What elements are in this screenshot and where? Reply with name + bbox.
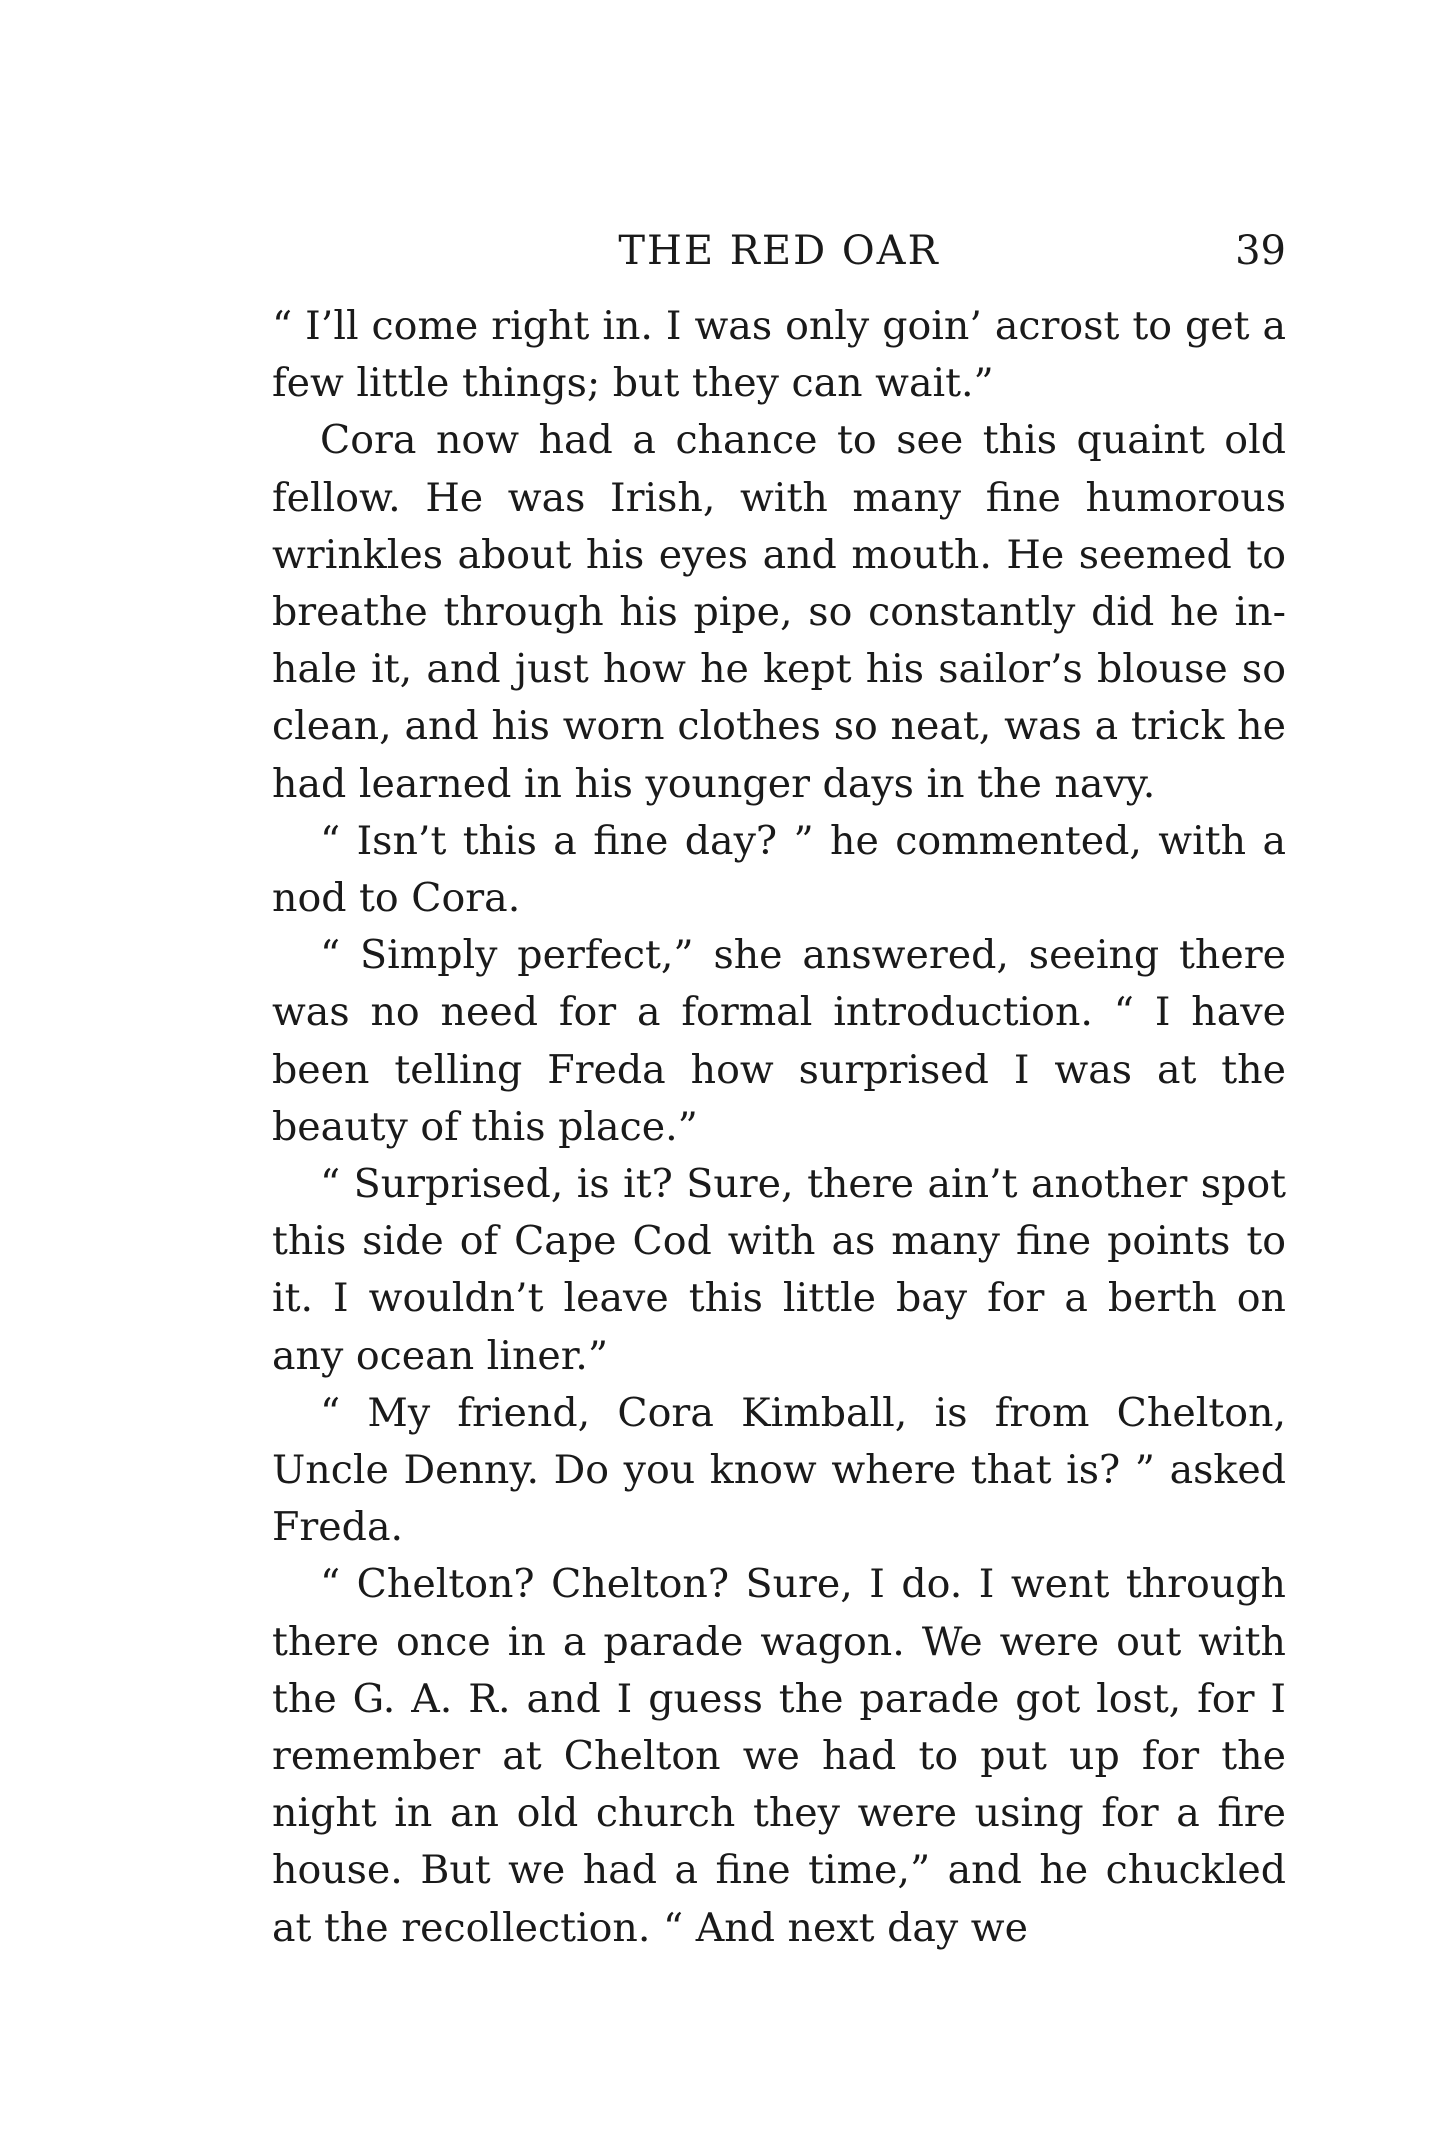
paragraph: “ I’ll come right in. I was only goin’ acrost to get a few little things; but they can wait.”	[272, 303, 1286, 407]
paragraph: “ Chelton? Chelton? Sure, I do. I went through there once in a parade wagon. We were out with the G. A. R. and I guess the parade got lost, for I remember at Chelton we had to put up for the night in an old church they were using for a fire house. But we had a fine time,” and he chuckled at the recollection. “ And next day we	[272, 1561, 1286, 1951]
running-title: THE RED OAR	[618, 228, 940, 274]
paragraph: “ Simply perfect,” she answered, seeing there was no need for a formal introduction. “ I have been telling Freda how surprised I was at the beauty of this place.”	[272, 932, 1286, 1150]
book-page	[272, 228, 1286, 1957]
page-header	[272, 228, 1286, 298]
paragraph: “ Surprised, is it? Sure, there ain’t another spot this side of Cape Cod with as many fine points to it. I wouldn’t leave this little bay for a berth on any ocean liner.”	[272, 1161, 1286, 1379]
paragraph: “ My friend, Cora Kimball, is from Chelton, Uncle Denny. Do you know where that is? ” asked Freda.	[272, 1389, 1286, 1551]
page-number: 39	[1235, 228, 1286, 274]
body-text	[272, 298, 1286, 1957]
paragraph: “ Isn’t this a fine day? ” he commented, with a nod to Cora.	[272, 817, 1286, 922]
paragraph: Cora now had a chance to see this quaint old fellow. He was Irish, with many fine humorous wrinkles about his eyes and mouth. He seemed to breathe through his pipe, so constantly did he inhale it, and just how he kept his sailor’s blouse so clean, and his worn clothes so neat, was a trick he had learned in his younger days in the navy.	[272, 417, 1286, 807]
